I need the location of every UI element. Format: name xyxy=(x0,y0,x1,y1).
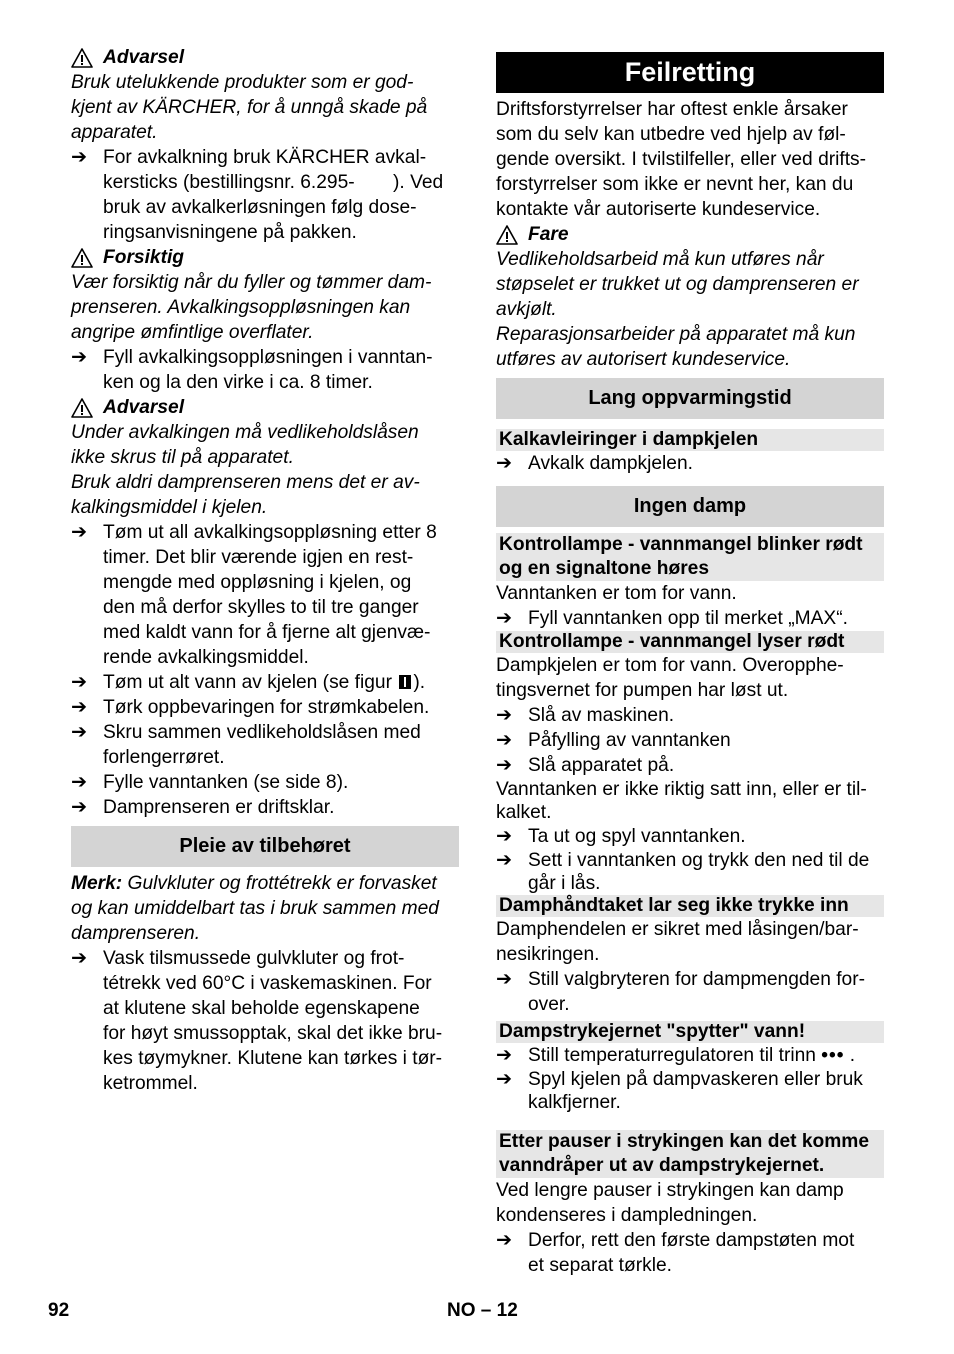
list-item: ➔ Fylle vanntanken (se side 8). xyxy=(71,772,349,793)
warning-triangle-icon xyxy=(71,398,93,418)
arrow-icon: ➔ xyxy=(496,453,513,474)
danger-heading: Fare xyxy=(496,222,884,247)
right-column xyxy=(496,52,884,1278)
arrow-icon: ➔ xyxy=(71,948,88,969)
warning-text: Under avkalkingen må vedlikeholdslåsen ikke skrus til på apparatet. Bruk aldri damprenseren mens det er av- kalkingsmiddel i kjelen. xyxy=(71,422,420,518)
list-item: ➔ Still valgbryteren for dampmengden for- over. xyxy=(496,969,866,1015)
list-item: ➔ Slå av maskinen. xyxy=(496,705,675,726)
intro-text: Driftsforstyrrelser har oftest enkle årsaker som du selv kan utbedre ved hjelp av føl- gende oversikt. I tvilstilfeller, eller ved drifts- forstyrrelser som ikke er nevnt her, kan du kontakte vår autoriserte kundeservice. xyxy=(496,99,867,220)
list-item: ➔ Spyl kjelen på dampvaskeren eller bruk kalkfjerner. xyxy=(496,1069,863,1113)
list-item: ➔ Vask tilsmussede gulvkluter og frot- tétrekk ved 60°C i vaskemaskinen. For at klutene skal beholde egenskapene for høyt smussopptak, skal det ikke bru- kes tøymykner. Klutene kan tørkes i tør- ketrommel. xyxy=(71,948,443,1094)
body-text: Vanntanken er tom for vann. xyxy=(496,583,737,604)
warning-text: Bruk utelukkende produkter som er god- kjent av KÄRCHER, for å unngå skade på apparatet. xyxy=(71,72,428,143)
list-item: ➔ Derfor, rett den første dampstøten mot et separat tørkle. xyxy=(496,1230,855,1276)
arrow-icon: ➔ xyxy=(496,826,513,847)
list-item: ➔ Fyll avkalkingsoppløsningen i vanntan- ken og la den virke i ca. 8 timer. xyxy=(71,347,433,393)
list-item: ➔ Avkalk dampkjelen. xyxy=(496,453,693,474)
danger-text: Vedlikeholdsarbeid må kun utføres når støpselet er trukket ut og damprenseren er avkjølt. Reparasjonsarbeider på apparatet må kun utføres av autorisert kundeservice. xyxy=(496,249,859,370)
temperature-dots-icon: ••• xyxy=(821,1045,845,1066)
section-heading: Ingen damp xyxy=(496,486,884,527)
arrow-icon: ➔ xyxy=(496,730,513,751)
arrow-icon: ➔ xyxy=(71,147,88,168)
list-item: ➔ Tøm ut alt vann av kjelen (se figur ). xyxy=(71,672,426,693)
arrow-icon: ➔ xyxy=(71,672,88,693)
list-item: ➔ Damprenseren er driftsklar. xyxy=(71,797,335,818)
subsection-heading: Kontrollampe - vannmangel blinker rødt og en signaltone høres xyxy=(496,533,884,581)
list-item: ➔ Påfylling av vanntanken xyxy=(496,730,731,751)
arrow-icon: ➔ xyxy=(71,797,88,818)
section-heading: Pleie av tilbehøret xyxy=(71,826,459,867)
list-item: ➔ Sett i vanntanken og trykk den ned til de går i lås. xyxy=(496,850,870,894)
caution-heading: Forsiktig xyxy=(71,245,459,270)
note-text: Merk: Gulvkluter og frottétrekk er forvasket og kan umiddelbart tas i bruk sammen med damprenseren. xyxy=(71,873,439,944)
arrow-icon: ➔ xyxy=(71,347,88,368)
body-text: Dampkjelen er tom for vann. Overopphe- tingsvernet for pumpen har løst ut. xyxy=(496,655,844,701)
arrow-icon: ➔ xyxy=(496,1045,513,1066)
body-text: Damphendelen er sikret med låsingen/bar- nesikringen. xyxy=(496,919,859,965)
subsection-heading: Etter pauser i strykingen kan det komme vanndråper ut av dampstrykejernet. xyxy=(496,1130,884,1178)
subsection-heading: Kontrollampe - vannmangel lyser rødt xyxy=(496,631,884,653)
warning-triangle-icon xyxy=(71,48,93,68)
warning-triangle-icon xyxy=(71,248,93,268)
section-code: NO – 12 xyxy=(447,1300,518,1321)
page-number: 92 xyxy=(48,1300,70,1321)
arrow-icon: ➔ xyxy=(71,772,88,793)
list-item: ➔ Fyll vanntanken opp til merket „MAX“. xyxy=(496,608,848,629)
page-title: Feilretting xyxy=(496,52,884,93)
arrow-icon: ➔ xyxy=(496,755,513,776)
arrow-icon: ➔ xyxy=(71,697,88,718)
list-item: ➔ Tøm ut all avkalkingsoppløsning etter 8 timer. Det blir værende igjen en rest- mengde med oppløsning i kjelen, og den må derfor skylles to til tre ganger med kaldt vann for å fjerne alt gjenvæ- rende avkalkingsmiddel. xyxy=(71,522,437,668)
arrow-icon: ➔ xyxy=(496,705,513,726)
arrow-icon: ➔ xyxy=(496,608,513,629)
body-text: Ved lengre pauser i strykingen kan damp kondenseres i dampledningen. xyxy=(496,1180,844,1226)
list-item: ➔ Slå apparatet på. xyxy=(496,755,675,776)
list-item: ➔ Skru sammen vedlikeholdslåsen med forlengerrøret. xyxy=(71,722,421,768)
subsection-heading: Kalkavleiringer i dampkjelen xyxy=(496,429,884,451)
list-item: ➔ For avkalkning bruk KÄRCHER avkal- kersticks (bestillingsnr. 6.295- ). Ved bruk av avkalkerløsningen følg dose- ringsanvisningene på pakken. xyxy=(71,147,444,243)
list-item: ➔ Tørk oppbevaringen for strømkabelen. xyxy=(71,697,430,718)
arrow-icon: ➔ xyxy=(496,850,513,871)
warning-heading: Advarsel xyxy=(71,395,459,420)
section-heading: Lang oppvarmingstid xyxy=(496,378,884,419)
warning-triangle-icon xyxy=(496,225,518,245)
arrow-icon: ➔ xyxy=(496,1069,513,1090)
arrow-icon: ➔ xyxy=(496,969,513,990)
warning-heading: Advarsel xyxy=(71,45,459,70)
subsection-heading: Dampstrykejernet "spytter" vann! xyxy=(496,1021,884,1043)
subsection-heading: Damphåndtaket lar seg ikke trykke inn xyxy=(496,895,884,917)
body-text: Vanntanken er ikke riktig satt inn, eller er til- kalket. xyxy=(496,779,867,823)
left-column xyxy=(71,45,459,1096)
arrow-icon: ➔ xyxy=(496,1230,513,1251)
arrow-icon: ➔ xyxy=(71,522,88,543)
list-item: ➔ Still temperaturregulatoren til trinn ••• . xyxy=(496,1045,856,1066)
caution-text: Vær forsiktig når du fyller og tømmer dam- prenseren. Avkalkingsoppløsningen kan angripe ømfintlige overflater. xyxy=(71,272,432,343)
figure-reference-icon xyxy=(399,675,411,689)
arrow-icon: ➔ xyxy=(71,722,88,743)
list-item: ➔ Ta ut og spyl vanntanken. xyxy=(496,826,746,847)
